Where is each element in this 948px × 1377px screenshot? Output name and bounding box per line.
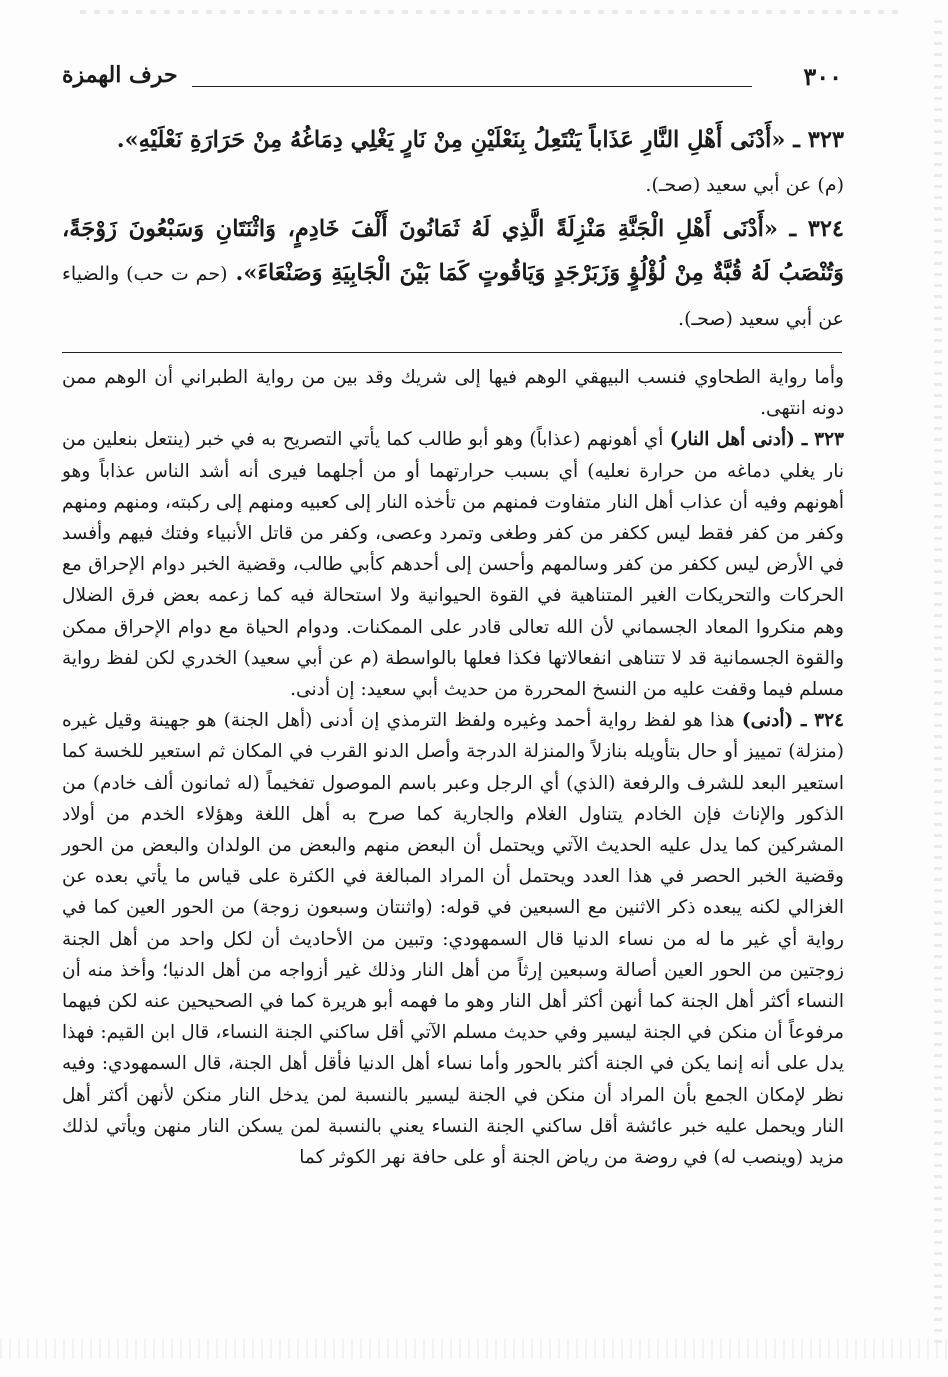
scan-noise-bottom <box>0 1339 948 1359</box>
page-header <box>62 62 842 96</box>
commentary-intro <box>62 362 844 424</box>
hadith-323-text: ٣٢٣ ـ «أَدْنَى أَهْلِ النَّارِ عَذَاباً يَنْتَعِلُ بِنَعْلَيْنِ مِنْ نَارٍ يَغْلِي دِمَاغُهُ مِنْ حَرَارَةِ نَعْلَيْهِ». <box>116 127 844 153</box>
hadith-323 <box>62 118 844 162</box>
header-rule <box>192 86 752 87</box>
hadith-323-source-paragraph <box>62 162 844 207</box>
commentary-324-lead: ٣٢٤ ـ (أدنى) <box>741 710 844 732</box>
page-number: ٣٠٠ <box>803 62 842 91</box>
footnote-separator <box>62 352 842 353</box>
hadith-324-source: (حم ت حب) والضياء عن أبي سعيد (صحـ). <box>62 263 844 330</box>
scan-noise-side <box>934 20 942 1350</box>
scan-noise-top <box>80 10 900 14</box>
chapter-title: حرف الهمزة <box>62 62 178 88</box>
commentary-323 <box>62 424 844 705</box>
hadith-324 <box>62 207 844 341</box>
commentary-323-body: أي أهونهم (عذاباً) وهو أبو طالب كما يأتي التصريح به في خبر (ينتعل بنعلين من نار يغلي دماغه من حرارة نعليه) أي بسبب حرارتهما أو من أجلهما فيرى أنه أشد الناس عذاباً وهو أهونهم وفيه أن عذاب أهل النار متفاوت فمنهم من تأخذه النار إلى كعبيه ومنهم إلى ركبته، ومنهم ومنهم وكفر من كفر فقط ليس ككفر من كفر وطغى وتمرد وعصى، وكفر من قاتل الأنبياء وفتك فيهم وأفسد في الأرض ليس ككفر من كفر وسالمهم وأحسن إلى أحدهم كأبي طالب، وقضية الخبر دوام الإحراق مع الحركات والتحريكات الغير المتناهية في القوة الحيوانية ولا استحالة فيه كما زعمه بعض فرق الضلال وهم منكروا المعاد الجسماني لأن الله تعالى قادر على الممكنات. ودوام الحياة مع دوام الإحراق ممكن والقوة الجسمانية قد لا تتناهى انفعالاتها فكذا فعلها بالواسطة (م عن أبي سعيد) الخدري لكن لفظ رواية مسلم فيما وقفت عليه من النسخ المحررة من حديث أبي سعيد: إن أدنى. <box>62 429 844 701</box>
commentary-324 <box>62 705 844 1173</box>
hadith-323-source: (م) عن أبي سعيد (صحـ). <box>645 174 844 196</box>
commentary-intro-text: وأما رواية الطحاوي فنسب البيهقي الوهم فيها إلى شريك وقد بين من رواية الطبراني أن الوهم ممن دونه انتهى. <box>62 367 844 420</box>
commentary-section <box>62 362 844 1173</box>
hadith-324-text: ٣٢٤ ـ «أَدْنَى أَهْلِ الْجَنَّةِ مَنْزِلَةً الَّذِي لَهُ ثَمَانُونَ أَلْفَ خَادِمٍ، وَاثْنَتَانِ وَسَبْعُونَ زَوْجَةً، وَتُنْصَبُ لَهُ قُبَّةٌ مِنْ لُؤْلُؤٍ وَزَبَرْجَدٍ وَيَاقُوتٍ كَمَا بَيْنَ الْجَابِيَةِ وَصَنْعَاءَ». <box>62 216 844 286</box>
commentary-323-lead: ٣٢٣ ـ (أدنى أهل النار) <box>669 429 844 451</box>
hadith-section <box>62 118 844 341</box>
commentary-324-body: هذا هو لفظ رواية أحمد وغيره ولفظ الترمذي إن أدنى (أهل الجنة) هو جهينة وقيل غيره (منزلة) تمييز أو حال بتأويله بنازلاً والمنزلة الدرجة وأصل الدنو القرب في المكان ثم استعير للخسة كما استعير البعد للشرف والرفعة (الذي) أي الرجل وعبر باسم الموصول تفخيماً (له ثمانون ألف خادم) من الذكور والإناث فإن الخادم يتناول الغلام والجارية كما صرح به أهل اللغة وهؤلاء الخدم من أولاد المشركين كما يدل عليه الحديث الآتي ويحتمل أن البعض منهم والبعض من الولدان والبعض من الحور وقضية الخبر الحصر في هذا العدد ويحتمل أن المراد المبالغة في الكثرة على قياس ما يأتي بعده عن الغزالي لكنه يبعده ذكر الاثنين مع السبعين في قوله: (واثنتان وسبعون زوجة) من الحور العين كما في رواية أي غير ما له من نساء الدنيا قال السمهودي: وتبين من الأحاديث أن لكل واحد من أهل الجنة زوجتين من الحور العين أصالة وسبعين إرثاً من أهل النار وذلك غير أزواجه من أهل الدنيا؛ وأخذ منه أن النساء أكثر أهل الجنة كما أنهن أكثر أهل النار وهو ما فهمه أبو هريرة كما في الصحيحين عنه لكن فيهما مرفوعاً أن منكن في الجنة ليسير وفي حديث مسلم الآتي أقل ساكني الجنة النساء، قال ابن القيم: فهذا يدل على أنه إنما يكن في الجنة أكثر بالحور وأما نساء أهل الدنيا فأقل أهل الجنة، قال السمهودي: وفيه نظر لإمكان الجمع بأن المراد أن منكن في الجنة ليسير بالنسبة لمن يدخل النار منكن لأنهن أكثر أهل النار ويحمل عليه خبر عائشة أقل ساكني الجنة النساء يعني بالنسبة لمن يسكن النار منهن ويأتي لذلك مزيد (وينصب له) في روضة من رياض الجنة أو على حافة نهر الكوثر كما <box>62 710 844 1169</box>
